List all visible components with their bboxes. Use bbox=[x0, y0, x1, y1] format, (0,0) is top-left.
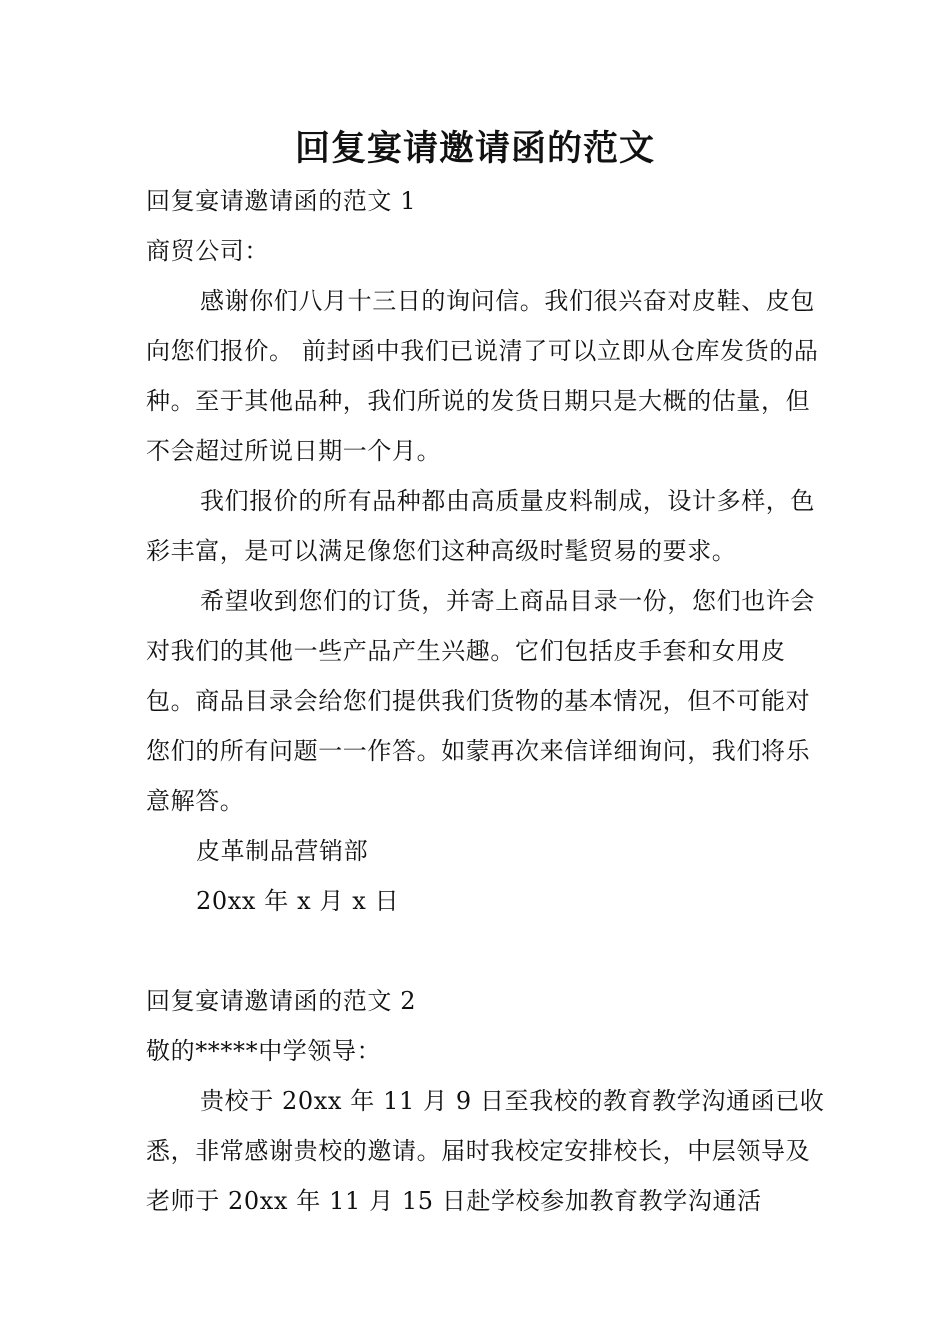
paragraph: 我们报价的所有品种都由高质量皮料制成，设计多样，色彩丰富，是可以满足像您们这种高级时髦贸易的要求。 bbox=[146, 487, 815, 565]
document-body bbox=[146, 176, 826, 1226]
section-heading: 回复宴请邀请函的范文 1 bbox=[146, 187, 417, 215]
salutation: 敬的*****中学领导： bbox=[146, 1037, 382, 1065]
document-title: 回复宴请邀请函的范文 bbox=[294, 128, 655, 169]
signature: 皮革制品营销部 bbox=[196, 837, 369, 865]
paragraph: 希望收到您们的订货，并寄上商品目录一份，您们也许会对我们的其他一些产品产生兴趣。它们包括皮手套和女用皮包。商品目录会给您们提供我们货物的基本情况，但不可能对您们的所有问题一一作答。如蒙再次来信详细询问，我们将乐意解答。 bbox=[146, 587, 815, 815]
date: 20xx 年 x 月 x 日 bbox=[196, 887, 400, 915]
paragraph: 感谢你们八月十三日的询问信。我们很兴奋对皮鞋、皮包向您们报价。 前封函中我们已说清了可以立即从仓库发货的品种。至于其他品种，我们所说的发货日期只是大概的估量，但不会超过所说日期一个月。 bbox=[146, 287, 819, 465]
section-spacer bbox=[146, 926, 826, 976]
salutation: 商贸公司： bbox=[146, 237, 269, 265]
paragraph: 贵校于 20xx 年 11 月 9 日至我校的教育教学沟通函已收悉，非常感谢贵校的邀请。届时我校定安排校长，中层领导及老师于 20xx 年 11 月 15 日赴学校参加教育教学沟通活 bbox=[146, 1087, 825, 1215]
section-heading: 回复宴请邀请函的范文 2 bbox=[146, 987, 417, 1015]
